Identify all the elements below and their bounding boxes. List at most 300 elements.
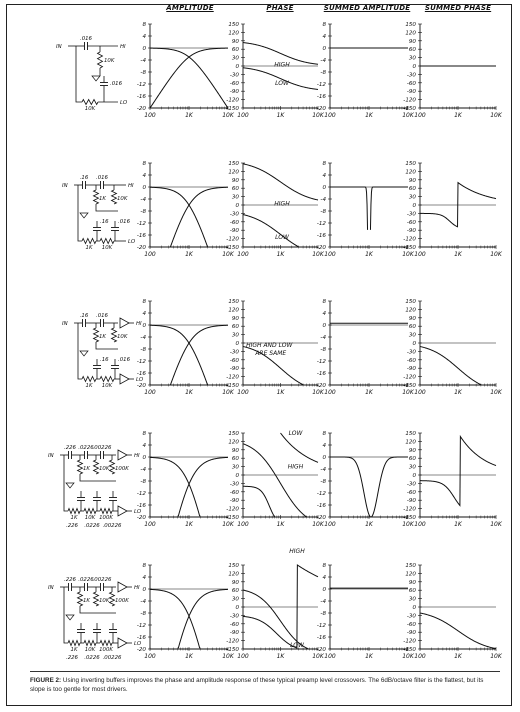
panel-r1-phase <box>226 22 325 119</box>
curve-2 <box>150 457 200 516</box>
header-amplitude: AMPLITUDE <box>166 4 214 12</box>
resistor <box>82 100 98 105</box>
x-tick-label: 1K <box>276 112 285 119</box>
wire <box>80 474 116 481</box>
y-tick-label: 0 <box>235 203 239 209</box>
panel-r4-summed-phase <box>403 431 503 528</box>
panel-r3-amplitude <box>137 299 235 396</box>
component-label: .16 <box>79 175 89 181</box>
y-tick-label: 90 <box>408 447 416 454</box>
component-label: LO <box>120 100 128 106</box>
y-tick-label: 30 <box>408 55 416 62</box>
y-tick-label: 8 <box>322 431 326 437</box>
y-tick-label: 60 <box>408 588 416 595</box>
y-tick-label: 90 <box>408 38 416 45</box>
x-tick-label: 1K <box>185 251 193 258</box>
component-label: .016 <box>95 313 109 319</box>
curve-label: LOW <box>290 641 304 649</box>
resistor <box>94 460 99 474</box>
y-tick-label: -90 <box>229 498 239 505</box>
y-tick-label: 0 <box>142 46 146 52</box>
component-label: IN <box>62 183 68 189</box>
y-tick-label: -90 <box>406 630 416 637</box>
y-tick-label: 0 <box>142 185 146 191</box>
ground-symbol <box>92 76 100 81</box>
header-summed-phase: SUMMED PHASE <box>424 4 492 12</box>
ground-symbol <box>66 483 74 488</box>
y-tick-label: -16 <box>136 94 146 100</box>
resistor <box>112 190 117 204</box>
resistor <box>110 592 115 606</box>
y-tick-label: -120 <box>226 97 239 104</box>
y-tick-label: -60 <box>406 357 416 364</box>
x-tick-label: 10K <box>490 521 502 528</box>
panel-r5-amplitude <box>137 563 235 660</box>
y-tick-label: 60 <box>408 456 416 463</box>
resistor <box>100 377 114 382</box>
component-label: 100K <box>115 466 129 472</box>
y-tick-label: 150 <box>228 22 239 28</box>
y-tick-label: -12 <box>316 82 326 88</box>
x-tick-label: 1K <box>365 389 373 396</box>
y-tick-label: -30 <box>229 613 239 620</box>
resistor <box>100 239 114 244</box>
component-label: .016 <box>95 175 109 181</box>
y-tick-label: 120 <box>405 307 416 314</box>
component-label: 10K <box>117 196 128 202</box>
ground-symbol <box>66 615 74 620</box>
component-label: 100K <box>115 598 129 604</box>
y-tick-label: -4 <box>320 335 326 341</box>
y-tick-label: 8 <box>142 431 146 437</box>
panel-r1-summed-amplitude <box>317 22 415 119</box>
resistor <box>78 592 83 606</box>
y-tick-label: 60 <box>231 47 239 54</box>
component-label: HI <box>128 183 134 189</box>
buffer-symbol <box>118 638 127 648</box>
y-tick-label: -16 <box>316 94 326 100</box>
y-tick-label: -12 <box>136 623 146 629</box>
resistor <box>98 52 103 68</box>
panel-r4-phase <box>226 430 325 528</box>
y-tick-label: -8 <box>320 347 326 353</box>
y-tick-label: 120 <box>405 169 416 176</box>
y-tick-label: -60 <box>406 80 416 87</box>
x-tick-label: 10K <box>490 251 502 258</box>
x-tick-label: 100 <box>324 521 336 528</box>
y-tick-label: -8 <box>320 479 326 485</box>
y-tick-label: -90 <box>406 498 416 505</box>
y-tick-label: 150 <box>228 299 239 305</box>
component-label: .00226 <box>92 445 112 451</box>
curve-2 <box>150 325 208 385</box>
x-tick-label: 100 <box>144 251 156 258</box>
y-tick-label: 120 <box>228 30 239 37</box>
x-tick-label: 100 <box>324 653 336 660</box>
curve-2 <box>150 187 208 247</box>
component-label: 1K <box>83 466 90 472</box>
y-tick-label: 4 <box>142 34 146 40</box>
y-tick-label: -4 <box>320 467 326 473</box>
y-tick-label: 0 <box>235 64 239 70</box>
y-tick-label: 30 <box>231 55 239 62</box>
y-tick-label: -30 <box>229 481 239 488</box>
component-label: 1K <box>70 515 78 521</box>
y-tick-label: -8 <box>140 479 146 485</box>
component-label: 10K <box>84 515 96 521</box>
y-tick-label: 150 <box>405 161 416 167</box>
y-tick-label: 30 <box>408 332 416 339</box>
y-tick-label: 0 <box>322 587 326 593</box>
y-tick-label: 4 <box>322 443 326 449</box>
y-tick-label: 0 <box>412 605 416 611</box>
component-label: .16 <box>100 357 109 363</box>
y-tick-label: 60 <box>408 47 416 54</box>
y-tick-label: 4 <box>322 34 326 40</box>
y-tick-label: -20 <box>316 515 326 521</box>
x-tick-label: 1K <box>276 389 285 396</box>
curve-1 <box>170 187 228 247</box>
y-tick-label: -16 <box>316 233 326 239</box>
y-tick-label: 0 <box>322 46 326 52</box>
y-tick-label: -20 <box>316 647 326 653</box>
component-label: IN <box>56 44 62 50</box>
curve-label: HIGH AND LOW <box>246 342 293 350</box>
curve-label: HIGH <box>274 61 290 69</box>
component-label: .16 <box>100 219 109 225</box>
y-tick-label: 150 <box>405 299 416 305</box>
x-tick-label: 1K <box>454 112 462 119</box>
x-tick-label: 10K <box>312 521 324 528</box>
y-tick-label: 0 <box>412 473 416 479</box>
component-label: .00226 <box>92 577 112 583</box>
y-tick-label: -150 <box>403 647 416 653</box>
y-tick-label: -30 <box>406 613 416 620</box>
y-tick-label: 0 <box>322 323 326 329</box>
curve-2 <box>243 215 299 247</box>
component-label: .016 <box>79 36 93 42</box>
x-tick-label: 10K <box>402 653 414 660</box>
x-tick-label: 100 <box>237 521 249 528</box>
y-tick-label: -150 <box>403 106 416 112</box>
y-tick-label: -60 <box>406 621 416 628</box>
panel-r2-summed-amplitude <box>317 161 415 258</box>
x-tick-label: 10K <box>222 653 234 660</box>
component-label: 1K <box>99 334 106 340</box>
x-tick-label: 100 <box>237 251 249 258</box>
y-tick-label: -8 <box>320 70 326 76</box>
x-tick-label: 10K <box>402 251 414 258</box>
x-tick-label: 100 <box>144 521 156 528</box>
x-tick-label: 1K <box>454 389 462 396</box>
x-tick-label: 1K <box>454 521 462 528</box>
y-tick-label: -60 <box>406 489 416 496</box>
resistor <box>78 460 83 474</box>
y-tick-label: -4 <box>140 197 146 203</box>
y-tick-label: -60 <box>229 357 239 364</box>
y-tick-label: -20 <box>136 106 146 112</box>
y-tick-label: -4 <box>140 599 146 605</box>
curve-1 <box>170 325 228 385</box>
panel-r4-summed-amplitude <box>317 431 415 528</box>
y-tick-label: -150 <box>226 515 239 521</box>
y-tick-label: 90 <box>231 315 239 322</box>
panel-r2-amplitude <box>137 161 235 258</box>
resistor <box>82 239 96 244</box>
y-tick-label: 0 <box>412 64 416 70</box>
curve-1 <box>420 613 496 649</box>
y-tick-label: -30 <box>406 72 416 79</box>
curve-1 <box>178 589 228 648</box>
y-tick-label: -4 <box>320 197 326 203</box>
y-tick-label: -30 <box>229 211 239 218</box>
y-tick-label: 90 <box>408 177 416 184</box>
y-tick-label: -8 <box>320 209 326 215</box>
y-tick-label: -90 <box>406 366 416 373</box>
y-tick-label: -16 <box>316 635 326 641</box>
y-tick-label: -16 <box>136 503 146 509</box>
y-tick-label: 150 <box>228 161 239 167</box>
component-label: LO <box>134 509 142 515</box>
panel-r5-summed-amplitude <box>317 563 415 660</box>
curve-label: LOW <box>275 79 289 87</box>
x-tick-label: 100 <box>414 653 426 660</box>
resistor <box>94 328 99 342</box>
y-tick-label: 90 <box>408 579 416 586</box>
y-tick-label: -8 <box>140 209 146 215</box>
y-tick-label: -120 <box>226 638 239 645</box>
y-tick-label: -20 <box>136 245 146 251</box>
y-tick-label: -8 <box>320 611 326 617</box>
panel-r2-summed-phase <box>403 161 503 258</box>
ground-symbol <box>80 351 88 356</box>
y-tick-label: -120 <box>226 236 239 243</box>
x-tick-label: 100 <box>324 251 336 258</box>
x-tick-label: 100 <box>414 112 426 119</box>
buffer-symbol <box>120 374 129 384</box>
curve-2 <box>150 589 200 648</box>
y-tick-label: -12 <box>136 221 146 227</box>
y-tick-label: -150 <box>403 515 416 521</box>
y-tick-label: 0 <box>322 185 326 191</box>
component-label: 1K <box>85 245 93 251</box>
x-tick-label: 10K <box>222 251 234 258</box>
y-tick-label: -12 <box>136 359 146 365</box>
resistor <box>84 509 96 514</box>
y-tick-label: -150 <box>226 383 239 389</box>
panel-r3-summed-phase <box>403 299 503 396</box>
y-tick-label: 150 <box>405 563 416 569</box>
y-tick-label: 120 <box>405 571 416 578</box>
x-tick-label: 10K <box>402 112 414 119</box>
y-tick-label: -4 <box>140 335 146 341</box>
y-tick-label: -20 <box>316 383 326 389</box>
y-tick-label: -150 <box>403 383 416 389</box>
component-label: .0226 <box>84 655 100 661</box>
x-tick-label: 10K <box>312 251 324 258</box>
y-tick-label: -150 <box>226 106 239 112</box>
panel-r2-phase <box>226 161 325 258</box>
y-tick-label: 30 <box>408 194 416 201</box>
component-label: 10K <box>104 58 115 64</box>
component-label: 10K <box>101 245 113 251</box>
x-tick-label: 1K <box>365 521 373 528</box>
y-tick-label: -30 <box>229 349 239 356</box>
component-label: 10K <box>99 466 110 472</box>
y-tick-label: -120 <box>403 506 416 513</box>
resistor <box>68 509 80 514</box>
x-tick-label: 100 <box>324 112 336 119</box>
y-tick-label: -12 <box>136 491 146 497</box>
x-tick-label: 1K <box>185 389 193 396</box>
y-tick-label: 4 <box>142 575 146 581</box>
x-tick-label: 100 <box>237 389 249 396</box>
panel-r3-phase <box>226 299 325 396</box>
component-label: IN <box>62 321 68 327</box>
component-label: 10K <box>117 334 128 340</box>
x-tick-label: 1K <box>276 521 285 528</box>
y-tick-label: 90 <box>231 38 239 45</box>
x-tick-label: 10K <box>402 521 414 528</box>
y-tick-label: 0 <box>142 455 146 461</box>
component-label: HI <box>136 321 142 327</box>
y-tick-label: 30 <box>231 596 239 603</box>
y-tick-label: 0 <box>142 587 146 593</box>
x-tick-label: 1K <box>454 251 462 258</box>
component-label: HI <box>134 585 140 591</box>
component-label: 100K <box>99 515 113 521</box>
x-tick-label: 1K <box>185 112 193 119</box>
resistor <box>94 190 99 204</box>
y-tick-label: 150 <box>405 431 416 437</box>
component-label: LO <box>134 641 142 647</box>
y-tick-label: -30 <box>406 211 416 218</box>
y-tick-label: -8 <box>140 347 146 353</box>
caption-text: Using inverting buffers improves the phase and amplitude response of these typical preamp level crossovers. The 6dB/octave filter is the flattest, but its slope is too gentle for most drivers. <box>30 677 484 693</box>
x-tick-label: 10K <box>402 389 414 396</box>
curve-1 <box>243 565 318 648</box>
y-tick-label: -30 <box>229 72 239 79</box>
curve-1 <box>330 187 408 230</box>
y-tick-label: 90 <box>231 447 239 454</box>
component-label: LO <box>136 377 144 383</box>
y-tick-label: 4 <box>142 173 146 179</box>
y-tick-label: 60 <box>408 324 416 331</box>
y-tick-label: 90 <box>408 315 416 322</box>
resistor <box>100 641 112 646</box>
y-tick-label: 60 <box>231 186 239 193</box>
x-tick-label: 100 <box>144 389 156 396</box>
component-label: 10K <box>101 383 113 389</box>
curve-1 <box>330 457 408 517</box>
y-tick-label: -120 <box>403 374 416 381</box>
curve-1 <box>178 457 228 516</box>
y-tick-label: 30 <box>231 332 239 339</box>
panel-r3-summed-amplitude <box>317 299 415 396</box>
y-tick-label: -4 <box>320 58 326 64</box>
x-tick-label: 10K <box>312 112 324 119</box>
y-tick-label: 150 <box>228 563 239 569</box>
y-tick-label: 60 <box>408 186 416 193</box>
x-tick-label: 1K <box>454 653 462 660</box>
y-tick-label: 0 <box>235 605 239 611</box>
y-tick-label: 90 <box>231 579 239 586</box>
y-tick-label: 150 <box>228 431 239 437</box>
curve-label: HIGH <box>289 548 305 555</box>
y-tick-label: -90 <box>406 89 416 96</box>
y-tick-label: 30 <box>231 464 239 471</box>
y-tick-label: -4 <box>140 58 146 64</box>
buffer-symbol <box>118 582 127 592</box>
y-tick-label: -20 <box>136 515 146 521</box>
y-tick-label: 4 <box>322 311 326 317</box>
panel-r5-phase <box>226 548 325 660</box>
component-label: IN <box>48 453 54 459</box>
component-label: .016 <box>118 357 131 363</box>
component-label: .0226 <box>78 577 94 583</box>
x-tick-label: 10K <box>490 653 502 660</box>
y-tick-label: 30 <box>231 194 239 201</box>
buffer-symbol <box>118 450 127 460</box>
resistor <box>100 509 112 514</box>
y-tick-label: 0 <box>412 203 416 209</box>
resistor <box>68 641 80 646</box>
panel-r1-amplitude <box>137 22 235 119</box>
wire <box>80 606 116 613</box>
y-tick-label: 120 <box>228 571 239 578</box>
component-label: 1K <box>83 598 90 604</box>
y-tick-label: -12 <box>136 82 146 88</box>
x-tick-label: 1K <box>365 251 373 258</box>
y-tick-label: -16 <box>316 371 326 377</box>
resistor <box>82 377 96 382</box>
resistor <box>110 460 115 474</box>
y-tick-label: -60 <box>229 489 239 496</box>
curve-1 <box>243 444 306 517</box>
y-tick-label: 30 <box>408 596 416 603</box>
x-tick-label: 100 <box>144 112 156 119</box>
y-tick-label: 60 <box>231 456 239 463</box>
schematic-r5 <box>48 577 142 661</box>
y-tick-label: 0 <box>322 455 326 461</box>
y-tick-label: -90 <box>406 228 416 235</box>
curve-1 <box>420 437 496 506</box>
y-tick-label: -16 <box>136 635 146 641</box>
y-tick-label: 8 <box>142 563 146 569</box>
y-tick-label: 0 <box>235 473 239 479</box>
y-tick-label: -16 <box>136 233 146 239</box>
y-tick-label: -16 <box>136 371 146 377</box>
schematic-r1 <box>56 36 128 112</box>
component-label: HI <box>134 453 140 459</box>
header-phase: PHASE <box>266 4 294 12</box>
y-tick-label: -90 <box>229 366 239 373</box>
y-tick-label: -8 <box>140 611 146 617</box>
buffer-symbol <box>118 506 127 516</box>
y-tick-label: -90 <box>229 228 239 235</box>
component-label: 1K <box>70 647 78 653</box>
y-tick-label: -20 <box>136 383 146 389</box>
curve-2 <box>243 590 308 649</box>
y-tick-label: 60 <box>231 324 239 331</box>
caption-label: FIGURE 2: <box>30 677 62 684</box>
y-tick-label: -60 <box>229 219 239 226</box>
y-tick-label: 0 <box>142 323 146 329</box>
y-tick-label: 30 <box>408 464 416 471</box>
y-tick-label: -4 <box>320 599 326 605</box>
component-label: HI <box>120 44 126 50</box>
y-tick-label: -150 <box>403 245 416 251</box>
